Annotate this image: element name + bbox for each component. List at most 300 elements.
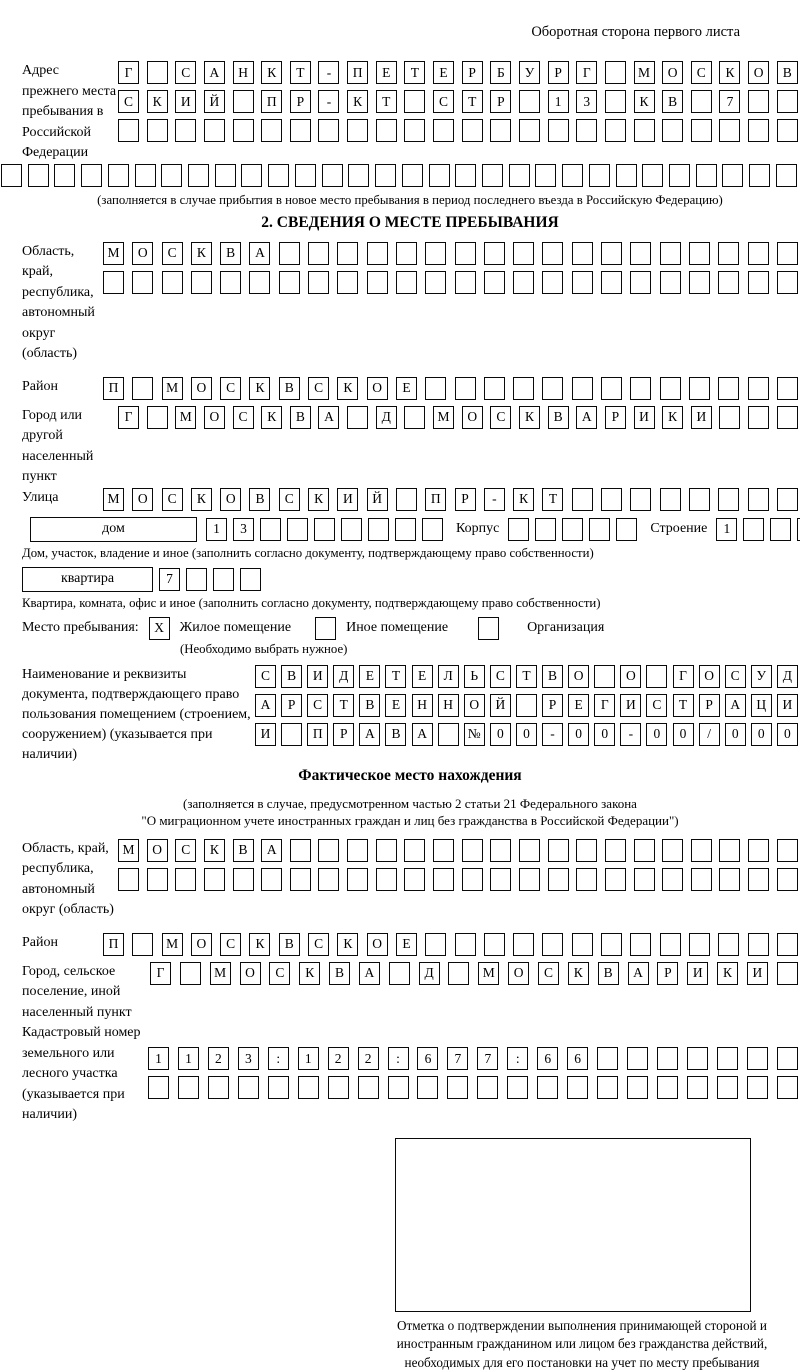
char-box[interactable] [314, 518, 335, 541]
char-box[interactable]: И [255, 723, 276, 746]
char-box[interactable] [233, 119, 254, 142]
char-box[interactable]: К [299, 962, 320, 985]
char-box[interactable] [513, 933, 534, 956]
char-box[interactable] [375, 164, 396, 187]
char-box[interactable] [433, 868, 454, 891]
char-box[interactable]: В [385, 723, 406, 746]
char-box[interactable]: А [628, 962, 649, 985]
char-box[interactable]: / [699, 723, 720, 746]
char-box[interactable]: С [162, 242, 183, 265]
char-box[interactable]: П [261, 90, 282, 113]
char-box[interactable]: В [542, 665, 563, 688]
char-box[interactable] [433, 839, 454, 862]
char-box[interactable]: И [307, 665, 328, 688]
char-box[interactable] [601, 933, 622, 956]
char-box[interactable] [662, 119, 683, 142]
char-box[interactable]: Е [412, 665, 433, 688]
char-box[interactable]: О [367, 377, 388, 400]
char-box[interactable] [509, 164, 530, 187]
char-box[interactable] [147, 406, 168, 429]
mesto-checkbox-inoe[interactable] [315, 617, 336, 640]
char-box[interactable] [132, 271, 153, 294]
char-box[interactable]: К [513, 488, 534, 511]
char-box[interactable] [535, 164, 556, 187]
char-box[interactable]: И [687, 962, 708, 985]
char-box[interactable] [717, 1047, 738, 1070]
char-box[interactable]: И [337, 488, 358, 511]
char-box[interactable]: К [337, 377, 358, 400]
char-box[interactable]: 7 [159, 568, 180, 591]
char-box[interactable] [513, 377, 534, 400]
char-box[interactable] [508, 518, 529, 541]
char-box[interactable] [743, 518, 764, 541]
char-box[interactable] [367, 271, 388, 294]
char-box[interactable]: 0 [594, 723, 615, 746]
char-box[interactable]: 1 [548, 90, 569, 113]
char-box[interactable] [519, 90, 540, 113]
char-box[interactable] [718, 933, 739, 956]
char-box[interactable]: Р [281, 694, 302, 717]
char-box[interactable]: О [220, 488, 241, 511]
char-box[interactable]: 0 [646, 723, 667, 746]
char-box[interactable]: В [220, 242, 241, 265]
char-box[interactable] [233, 868, 254, 891]
char-box[interactable] [691, 839, 712, 862]
char-box[interactable] [748, 377, 769, 400]
char-box[interactable]: 0 [516, 723, 537, 746]
char-box[interactable] [484, 242, 505, 265]
char-box[interactable] [548, 839, 569, 862]
char-box[interactable]: Ц [751, 694, 772, 717]
char-box[interactable] [718, 242, 739, 265]
char-box[interactable] [404, 839, 425, 862]
char-box[interactable]: 2 [328, 1047, 349, 1070]
char-box[interactable]: 6 [537, 1047, 558, 1070]
char-box[interactable]: 6 [567, 1047, 588, 1070]
char-box[interactable]: 0 [751, 723, 772, 746]
char-box[interactable]: 0 [490, 723, 511, 746]
char-box[interactable] [513, 271, 534, 294]
char-box[interactable] [777, 962, 798, 985]
char-box[interactable] [358, 1076, 379, 1099]
char-box[interactable] [719, 406, 740, 429]
char-box[interactable]: 3 [576, 90, 597, 113]
char-box[interactable]: О [662, 61, 683, 84]
char-box[interactable]: - [620, 723, 641, 746]
char-box[interactable]: У [519, 61, 540, 84]
char-box[interactable] [161, 164, 182, 187]
char-box[interactable]: О [699, 665, 720, 688]
char-box[interactable] [537, 1076, 558, 1099]
char-box[interactable] [630, 242, 651, 265]
char-box[interactable]: : [507, 1047, 528, 1070]
char-box[interactable] [455, 242, 476, 265]
char-box[interactable]: С [691, 61, 712, 84]
char-box[interactable]: С [433, 90, 454, 113]
char-box[interactable]: В [279, 377, 300, 400]
char-box[interactable] [425, 933, 446, 956]
char-box[interactable] [660, 377, 681, 400]
char-box[interactable] [268, 1076, 289, 1099]
char-box[interactable] [215, 164, 236, 187]
char-box[interactable] [204, 868, 225, 891]
char-box[interactable]: С [538, 962, 559, 985]
char-box[interactable]: К [308, 488, 329, 511]
char-box[interactable]: Е [568, 694, 589, 717]
char-box[interactable]: Д [419, 962, 440, 985]
char-box[interactable] [662, 839, 683, 862]
char-box[interactable] [261, 119, 282, 142]
char-box[interactable] [318, 839, 339, 862]
char-box[interactable] [367, 242, 388, 265]
char-box[interactable]: А [412, 723, 433, 746]
char-box[interactable] [322, 164, 343, 187]
char-box[interactable] [425, 242, 446, 265]
char-box[interactable]: : [268, 1047, 289, 1070]
char-box[interactable]: С [279, 488, 300, 511]
char-box[interactable]: Г [594, 694, 615, 717]
char-box[interactable]: Р [548, 61, 569, 84]
char-box[interactable]: Н [412, 694, 433, 717]
char-box[interactable]: Г [150, 962, 171, 985]
char-box[interactable]: К [719, 61, 740, 84]
char-box[interactable] [348, 164, 369, 187]
char-box[interactable]: Т [542, 488, 563, 511]
char-box[interactable]: С [725, 665, 746, 688]
char-box[interactable] [696, 164, 717, 187]
char-box[interactable] [747, 1076, 768, 1099]
char-box[interactable] [308, 271, 329, 294]
char-box[interactable] [188, 164, 209, 187]
char-box[interactable] [777, 242, 798, 265]
char-box[interactable] [748, 242, 769, 265]
char-box[interactable] [660, 933, 681, 956]
char-box[interactable] [597, 1076, 618, 1099]
char-box[interactable] [630, 488, 651, 511]
char-box[interactable] [572, 933, 593, 956]
char-box[interactable] [589, 518, 610, 541]
char-box[interactable]: М [210, 962, 231, 985]
char-box[interactable]: С [269, 962, 290, 985]
char-box[interactable] [337, 242, 358, 265]
char-box[interactable]: К [347, 90, 368, 113]
char-box[interactable]: И [620, 694, 641, 717]
char-box[interactable] [103, 271, 124, 294]
char-box[interactable]: С [308, 377, 329, 400]
char-box[interactable]: Р [490, 90, 511, 113]
char-box[interactable] [290, 868, 311, 891]
char-box[interactable] [417, 1076, 438, 1099]
char-box[interactable] [717, 1076, 738, 1099]
char-box[interactable] [438, 723, 459, 746]
char-box[interactable] [404, 868, 425, 891]
char-box[interactable]: - [318, 61, 339, 84]
char-box[interactable]: С [308, 933, 329, 956]
char-box[interactable] [132, 933, 153, 956]
char-box[interactable] [448, 962, 469, 985]
char-box[interactable]: 1 [716, 518, 737, 541]
char-box[interactable] [425, 271, 446, 294]
char-box[interactable]: Р [290, 90, 311, 113]
char-box[interactable] [240, 568, 261, 591]
char-box[interactable]: М [103, 488, 124, 511]
char-box[interactable] [132, 377, 153, 400]
char-box[interactable]: А [725, 694, 746, 717]
char-box[interactable] [233, 90, 254, 113]
char-box[interactable] [295, 164, 316, 187]
char-box[interactable]: П [425, 488, 446, 511]
char-box[interactable]: О [147, 839, 168, 862]
char-box[interactable] [347, 868, 368, 891]
char-box[interactable]: 0 [725, 723, 746, 746]
char-box[interactable]: А [576, 406, 597, 429]
char-box[interactable] [748, 406, 769, 429]
char-box[interactable]: В [249, 488, 270, 511]
char-box[interactable] [630, 933, 651, 956]
char-box[interactable]: О [191, 933, 212, 956]
char-box[interactable]: С [118, 90, 139, 113]
char-box[interactable] [490, 868, 511, 891]
char-box[interactable]: В [777, 61, 798, 84]
char-box[interactable]: С [255, 665, 276, 688]
char-box[interactable] [118, 868, 139, 891]
char-box[interactable] [516, 694, 537, 717]
char-box[interactable] [616, 164, 637, 187]
char-box[interactable] [562, 164, 583, 187]
char-box[interactable]: Т [404, 61, 425, 84]
char-box[interactable]: Е [433, 61, 454, 84]
char-box[interactable] [191, 271, 212, 294]
char-box[interactable] [601, 377, 622, 400]
char-box[interactable] [572, 488, 593, 511]
char-box[interactable]: М [175, 406, 196, 429]
char-box[interactable]: Н [233, 61, 254, 84]
char-box[interactable] [281, 723, 302, 746]
char-box[interactable] [175, 119, 196, 142]
char-box[interactable] [642, 164, 663, 187]
char-box[interactable]: Т [290, 61, 311, 84]
char-box[interactable] [261, 868, 282, 891]
char-box[interactable] [770, 518, 791, 541]
char-box[interactable] [660, 271, 681, 294]
char-box[interactable]: К [249, 377, 270, 400]
char-box[interactable] [162, 271, 183, 294]
char-box[interactable] [484, 377, 505, 400]
char-box[interactable] [147, 119, 168, 142]
char-box[interactable]: Т [333, 694, 354, 717]
char-box[interactable]: 3 [233, 518, 254, 541]
char-box[interactable]: С [490, 406, 511, 429]
char-box[interactable]: Г [576, 61, 597, 84]
char-box[interactable] [634, 839, 655, 862]
char-box[interactable] [290, 119, 311, 142]
char-box[interactable] [455, 377, 476, 400]
char-box[interactable] [777, 377, 798, 400]
char-box[interactable] [634, 868, 655, 891]
char-box[interactable]: Т [516, 665, 537, 688]
char-box[interactable]: Л [438, 665, 459, 688]
char-box[interactable]: 6 [417, 1047, 438, 1070]
char-box[interactable]: Р [605, 406, 626, 429]
char-box[interactable] [238, 1076, 259, 1099]
char-box[interactable]: - [318, 90, 339, 113]
char-box[interactable]: К [337, 933, 358, 956]
char-box[interactable]: В [290, 406, 311, 429]
char-box[interactable] [669, 164, 690, 187]
char-box[interactable] [268, 164, 289, 187]
char-box[interactable] [507, 1076, 528, 1099]
char-box[interactable] [594, 665, 615, 688]
char-box[interactable]: 2 [208, 1047, 229, 1070]
char-box[interactable] [691, 868, 712, 891]
char-box[interactable] [28, 164, 49, 187]
char-box[interactable] [777, 839, 798, 862]
char-box[interactable] [605, 90, 626, 113]
char-box[interactable] [776, 164, 797, 187]
char-box[interactable]: Е [359, 665, 380, 688]
char-box[interactable]: А [359, 962, 380, 985]
char-box[interactable]: : [388, 1047, 409, 1070]
char-box[interactable]: 1 [298, 1047, 319, 1070]
char-box[interactable]: М [118, 839, 139, 862]
char-box[interactable]: К [568, 962, 589, 985]
char-box[interactable] [260, 518, 281, 541]
char-box[interactable] [689, 271, 710, 294]
char-box[interactable] [687, 1076, 708, 1099]
char-box[interactable]: Ь [464, 665, 485, 688]
char-box[interactable] [562, 518, 583, 541]
char-box[interactable] [777, 406, 798, 429]
char-box[interactable] [148, 1076, 169, 1099]
char-box[interactable] [630, 271, 651, 294]
char-box[interactable]: К [191, 242, 212, 265]
char-box[interactable]: Т [673, 694, 694, 717]
char-box[interactable] [748, 119, 769, 142]
char-box[interactable]: 7 [477, 1047, 498, 1070]
char-box[interactable] [447, 1076, 468, 1099]
char-box[interactable] [660, 488, 681, 511]
char-box[interactable]: К [261, 61, 282, 84]
char-box[interactable] [687, 1047, 708, 1070]
char-box[interactable] [279, 242, 300, 265]
char-box[interactable] [519, 119, 540, 142]
char-box[interactable]: И [634, 406, 655, 429]
char-box[interactable] [777, 119, 798, 142]
char-box[interactable] [178, 1076, 199, 1099]
char-box[interactable]: Е [396, 377, 417, 400]
char-box[interactable] [719, 839, 740, 862]
char-box[interactable] [404, 119, 425, 142]
char-box[interactable] [634, 119, 655, 142]
char-box[interactable] [718, 377, 739, 400]
char-box[interactable]: О [191, 377, 212, 400]
char-box[interactable] [429, 164, 450, 187]
char-box[interactable]: П [347, 61, 368, 84]
char-box[interactable] [657, 1076, 678, 1099]
char-box[interactable]: 7 [719, 90, 740, 113]
char-box[interactable]: С [233, 406, 254, 429]
char-box[interactable] [328, 1076, 349, 1099]
char-box[interactable]: В [598, 962, 619, 985]
char-box[interactable] [220, 271, 241, 294]
char-box[interactable]: С [490, 665, 511, 688]
char-box[interactable] [298, 1076, 319, 1099]
char-box[interactable]: С [646, 694, 667, 717]
char-box[interactable] [388, 1076, 409, 1099]
char-box[interactable] [718, 488, 739, 511]
char-box[interactable] [627, 1047, 648, 1070]
char-box[interactable] [660, 242, 681, 265]
char-box[interactable]: Д [376, 406, 397, 429]
char-box[interactable]: М [162, 377, 183, 400]
char-box[interactable] [548, 119, 569, 142]
char-box[interactable]: Т [376, 90, 397, 113]
char-box[interactable]: - [484, 488, 505, 511]
char-box[interactable] [718, 271, 739, 294]
char-box[interactable]: О [568, 665, 589, 688]
char-box[interactable] [749, 164, 770, 187]
char-box[interactable]: 2 [358, 1047, 379, 1070]
char-box[interactable] [572, 242, 593, 265]
char-box[interactable]: В [279, 933, 300, 956]
char-box[interactable] [422, 518, 443, 541]
char-box[interactable] [318, 868, 339, 891]
char-box[interactable]: В [359, 694, 380, 717]
char-box[interactable]: К [519, 406, 540, 429]
char-box[interactable]: А [204, 61, 225, 84]
char-box[interactable] [318, 119, 339, 142]
char-box[interactable] [535, 518, 556, 541]
char-box[interactable] [662, 868, 683, 891]
char-box[interactable]: А [261, 839, 282, 862]
char-box[interactable]: С [307, 694, 328, 717]
char-box[interactable]: С [175, 61, 196, 84]
char-box[interactable] [777, 488, 798, 511]
char-box[interactable] [135, 164, 156, 187]
char-box[interactable] [404, 406, 425, 429]
char-box[interactable]: Е [376, 61, 397, 84]
char-box[interactable]: О [204, 406, 225, 429]
char-box[interactable]: О [462, 406, 483, 429]
char-box[interactable]: А [249, 242, 270, 265]
char-box[interactable]: О [748, 61, 769, 84]
char-box[interactable] [542, 271, 563, 294]
char-box[interactable]: Й [367, 488, 388, 511]
char-box[interactable]: № [464, 723, 485, 746]
char-box[interactable] [605, 839, 626, 862]
char-box[interactable]: Р [699, 694, 720, 717]
char-box[interactable]: 7 [447, 1047, 468, 1070]
char-box[interactable] [722, 164, 743, 187]
char-box[interactable]: К [261, 406, 282, 429]
char-box[interactable]: Г [673, 665, 694, 688]
char-box[interactable]: К [662, 406, 683, 429]
char-box[interactable] [425, 377, 446, 400]
char-box[interactable] [249, 271, 270, 294]
char-box[interactable] [368, 518, 389, 541]
char-box[interactable] [719, 119, 740, 142]
char-box[interactable] [279, 271, 300, 294]
char-box[interactable] [308, 242, 329, 265]
char-box[interactable]: О [132, 488, 153, 511]
char-box[interactable] [646, 665, 667, 688]
char-box[interactable]: Г [118, 406, 139, 429]
char-box[interactable] [567, 1076, 588, 1099]
char-box[interactable]: Б [490, 61, 511, 84]
char-box[interactable]: Й [490, 694, 511, 717]
char-box[interactable]: 0 [777, 723, 798, 746]
char-box[interactable] [777, 1047, 798, 1070]
